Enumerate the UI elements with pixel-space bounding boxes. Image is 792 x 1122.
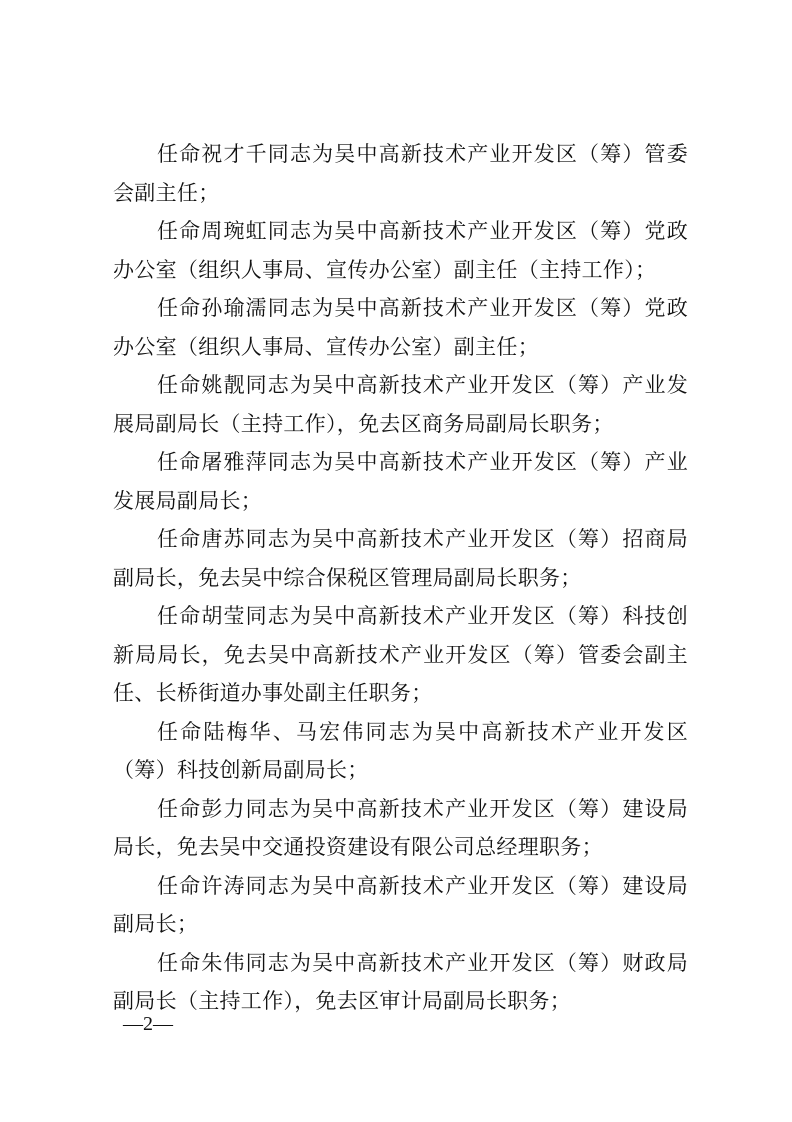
appointment-paragraph-4: 任命姚靓同志为吴中高新技术产业开发区（筹）产业发展局副局长（主持工作），免去区商务局副局长职务；	[113, 373, 688, 436]
page-number: —2—	[123, 1013, 173, 1035]
appointment-paragraph-7: 任命胡莹同志为吴中高新技术产业开发区（筹）科技创新局局长，免去吴中高新技术产业开发区（筹）管委会副主任、长桥街道办事处副主任职务；	[113, 604, 688, 705]
appointment-paragraph-5: 任命屠雅萍同志为吴中高新技术产业开发区（筹）产业发展局副局长；	[113, 450, 688, 513]
appointment-paragraph-2: 任命周琬虹同志为吴中高新技术产业开发区（筹）党政办公室（组织人事局、宣传办公室）副主任（主持工作）；	[113, 219, 688, 282]
appointment-paragraph-11: 任命朱伟同志为吴中高新技术产业开发区（筹）财政局副局长（主持工作），免去区审计局副局长职务；	[113, 950, 688, 1013]
document-body	[113, 135, 688, 1021]
appointment-paragraph-8: 任命陆梅华、马宏伟同志为吴中高新技术产业开发区（筹）科技创新局副局长；	[113, 719, 688, 782]
appointment-paragraph-1: 任命祝才千同志为吴中高新技术产业开发区（筹）管委会副主任；	[113, 142, 688, 205]
appointment-paragraph-3: 任命孙瑜濡同志为吴中高新技术产业开发区（筹）党政办公室（组织人事局、宣传办公室）副主任；	[113, 296, 688, 359]
appointment-paragraph-6: 任命唐苏同志为吴中高新技术产业开发区（筹）招商局副局长，免去吴中综合保税区管理局副局长职务；	[113, 527, 688, 590]
appointment-paragraph-9: 任命彭力同志为吴中高新技术产业开发区（筹）建设局局长，免去吴中交通投资建设有限公司总经理职务；	[113, 796, 688, 859]
appointment-paragraph-10: 任命许涛同志为吴中高新技术产业开发区（筹）建设局副局长；	[113, 873, 688, 936]
